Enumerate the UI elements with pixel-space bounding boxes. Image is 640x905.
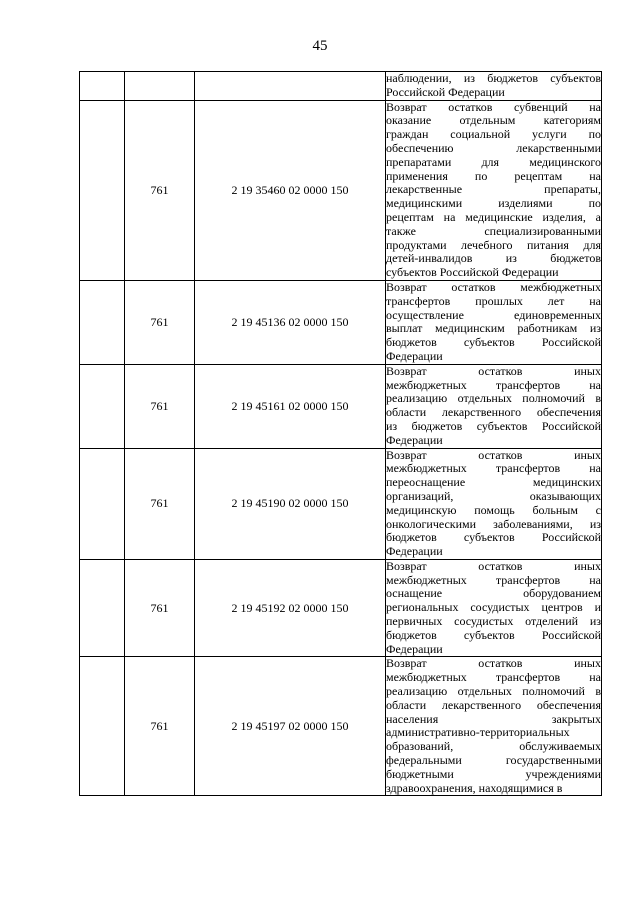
- grbs-code-cell: 761: [125, 657, 195, 796]
- description-line: граждан социальной услуги по: [386, 127, 601, 142]
- description-line: медицинскими изделиями по: [386, 196, 601, 211]
- grbs-code-cell: 761: [125, 280, 195, 364]
- empty-cell: [80, 72, 125, 101]
- description-line: бюджетов субъектов Российской: [386, 335, 601, 350]
- table-row: [80, 100, 602, 280]
- page-number: 45: [312, 38, 328, 54]
- description-cell: [386, 280, 602, 364]
- description-line: осуществление единовременных: [386, 307, 601, 322]
- description-line: Федерации: [386, 544, 443, 559]
- description-line: реализацию отдельных полномочий в: [386, 684, 601, 699]
- description-line: Федерации: [386, 432, 443, 447]
- description-line: наблюдении, из бюджетов субъектов: [386, 71, 601, 85]
- empty-cell: [80, 100, 125, 280]
- description-line: Возврат остатков иных: [386, 363, 601, 378]
- description-line: бюджетными учреждениями: [386, 766, 601, 781]
- description-line: области лекарственного обеспечения: [386, 697, 601, 712]
- description-line: препаратами для медицинского: [386, 154, 601, 169]
- table-row: [80, 280, 602, 364]
- description-line: межбюджетных трансфертов на: [386, 377, 601, 392]
- budget-code-cell: 2 19 45136 02 0000 150: [195, 280, 386, 364]
- table-row: [80, 72, 602, 101]
- description-line: детей-инвалидов из бюджетов: [386, 251, 601, 266]
- grbs-code-cell: 761: [125, 559, 195, 657]
- budget-code-cell: 2 19 35460 02 0000 150: [195, 100, 386, 280]
- description-line: оказание отдельным категориям: [386, 113, 601, 128]
- description-cell: [386, 72, 602, 101]
- description-line: Федерации: [386, 348, 443, 363]
- description-line: онкологическими заболеваниями, из: [386, 516, 601, 531]
- description-line: населения закрытых: [386, 711, 601, 726]
- table-row: [80, 364, 602, 448]
- description-line: также специализированными: [386, 223, 601, 238]
- description-line: оснащение оборудованием: [386, 586, 601, 601]
- description-cell: [386, 657, 602, 796]
- description-line: применения по рецептам на: [386, 168, 601, 183]
- description-line: здравоохранения, находящимися в: [386, 780, 563, 795]
- empty-cell: [80, 280, 125, 364]
- description-line: Возврат остатков иных: [386, 656, 601, 671]
- description-line: межбюджетных трансфертов на: [386, 670, 601, 685]
- grbs-code-cell: 761: [125, 364, 195, 448]
- description-line: Возврат остатков иных: [386, 447, 601, 462]
- description-line: из бюджетов субъектов Российской: [386, 418, 601, 433]
- description-line: лекарственные препараты,: [386, 182, 601, 197]
- budget-code-cell: 2 19 45161 02 0000 150: [195, 364, 386, 448]
- description-line: бюджетов субъектов Российской: [386, 627, 601, 642]
- description-line: организаций, оказывающих: [386, 488, 601, 503]
- grbs-code-cell: [125, 72, 195, 101]
- table-row: [80, 448, 602, 559]
- description-line: медицинскую помощь больным с: [386, 502, 601, 517]
- description-line: федеральными государственными: [386, 753, 601, 768]
- empty-cell: [80, 448, 125, 559]
- description-line: выплат медицинским работникам из: [386, 321, 601, 336]
- description-cell: [386, 364, 602, 448]
- table-row: [80, 657, 602, 796]
- grbs-code-cell: 761: [125, 100, 195, 280]
- description-line: Федерации: [386, 641, 443, 656]
- description-line: бюджетов субъектов Российской: [386, 530, 601, 545]
- description-line: области лекарственного обеспечения: [386, 405, 601, 420]
- description-line: Возврат остатков субвенций на: [386, 99, 601, 114]
- description-line: межбюджетных трансфертов на: [386, 461, 601, 476]
- description-line: Возврат остатков иных: [386, 558, 601, 573]
- budget-code-cell: 2 19 45190 02 0000 150: [195, 448, 386, 559]
- description-line: Российской Федерации: [386, 84, 505, 99]
- budget-code-cell: 2 19 45192 02 0000 150: [195, 559, 386, 657]
- description-cell: [386, 559, 602, 657]
- description-cell: [386, 448, 602, 559]
- description-cell: [386, 100, 602, 280]
- description-line: переоснащение медицинских: [386, 475, 601, 490]
- description-line: трансфертов прошлых лет на: [386, 293, 601, 308]
- description-line: продуктами лечебного питания для: [386, 237, 601, 252]
- budget-code-cell: 2 19 45197 02 0000 150: [195, 657, 386, 796]
- budget-codes-table: [79, 71, 602, 796]
- empty-cell: [80, 657, 125, 796]
- description-line: межбюджетных трансфертов на: [386, 572, 601, 587]
- description-line: субъектов Российской Федерации: [386, 265, 559, 280]
- grbs-code-cell: 761: [125, 448, 195, 559]
- description-line: Возврат остатков межбюджетных: [386, 279, 601, 294]
- description-line: реализацию отдельных полномочий в: [386, 391, 601, 406]
- description-line: административно-территориальных: [386, 725, 570, 740]
- description-line: образований, обслуживаемых: [386, 739, 601, 754]
- description-line: обеспечению лекарственными: [386, 140, 601, 155]
- description-line: региональных сосудистых центров и: [386, 600, 601, 615]
- empty-cell: [80, 364, 125, 448]
- description-line: рецептам на медицинские изделия, а: [386, 209, 601, 224]
- table-row: [80, 559, 602, 657]
- empty-cell: [80, 559, 125, 657]
- budget-code-cell: [195, 72, 386, 101]
- description-line: первичных сосудистых отделений из: [386, 614, 601, 629]
